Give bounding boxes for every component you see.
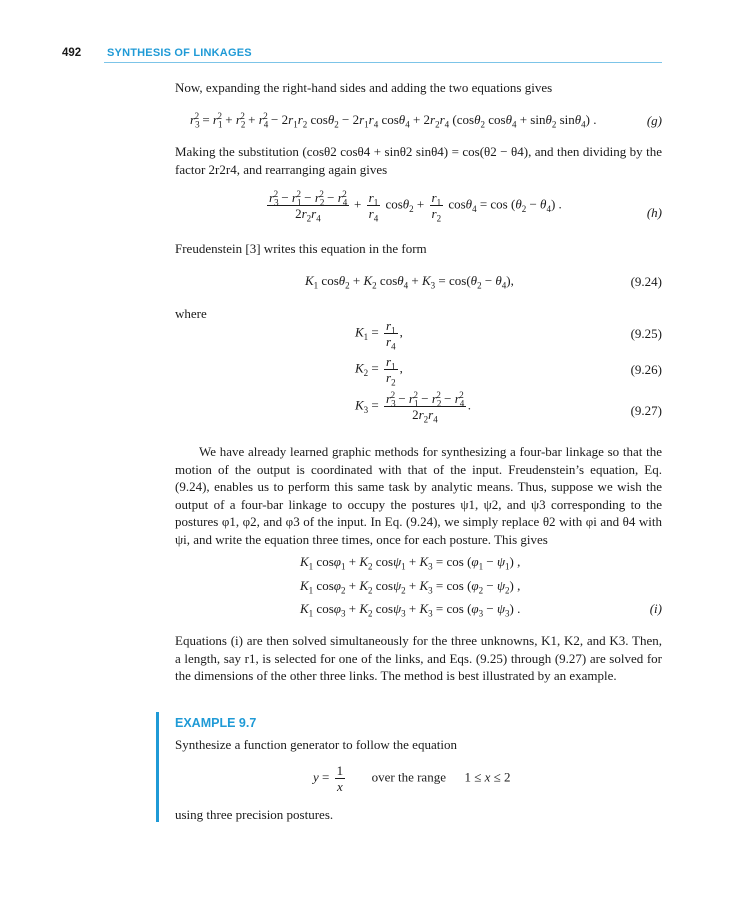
- paragraph-solution: Equations (i) are then solved simultaneously for the three unknowns, K1, K2, and K3. Then, a length, say r1, is selected for one of the links, and Eqs. (9.25) through (9.27) are solved for the dimensions of the other three links. The method is best illustrated by an example.: [175, 633, 662, 684]
- running-head: SYNTHESIS OF LINKAGES: [107, 47, 252, 59]
- page-header: [0, 44, 737, 66]
- paragraph-substitution: Making the substitution (cosθ2 cosθ4 + sinθ2 sinθ4) = cos(θ2 − θ4), and then dividing by the factor 2r2r4, and rearranging again gives: [175, 144, 662, 177]
- equation-9-27: $K_3$ = $\frac{r_3^2 - r_1^2 - r_2^2 - r_4^2}{2r_2r_4}$ .: [355, 389, 472, 425]
- page-number: 492: [62, 47, 82, 59]
- equation-h-label: (h): [646, 205, 662, 220]
- equation-i-1: $K_1$ $\cos\varphi_1 + K_2$ $\cos\psi_1 + K_3 = \cos (\varphi_1 - \psi_1)$ ,: [300, 554, 521, 572]
- example-equation: y = $\frac{1}{x}$ over the range 1 ≤ x ≤ 2: [313, 763, 511, 794]
- example-accent-bar: [156, 712, 159, 822]
- equation-i-3: $K_1$ $\cos\varphi_3 + K_2$ $\cos\psi_3 + K_3 = \cos (\varphi_3 - \psi_3)$ .: [300, 601, 521, 619]
- equation-9-26: $K_2$ = $\frac{r_1}{r_2}$ ,: [355, 354, 403, 388]
- equation-i-2: $K_1$ $\cos\varphi_2 + K_2$ $\cos\psi_2 + K_3 = \cos (\varphi_2 - \psi_2)$ ,: [300, 578, 521, 596]
- example-statement: Synthesize a function generator to follow the equation: [175, 737, 457, 752]
- example-title: EXAMPLE 9.7: [175, 716, 257, 730]
- equation-9-27-label: (9.27): [630, 403, 662, 418]
- paragraph-freudenstein: Freudenstein [3] writes this equation in the form: [175, 241, 427, 256]
- equation-g: $r_3^2 = r_1^2 + r_2^2 + r_4^2 - 2r_1r_2$ $\cos\theta_2 - 2r_1r_4$ $\cos\theta_4 + 2r_2r_4$ (cosθ$_2$ cosθ$_4$ + sinθ$_2$ sinθ$_4$) .: [190, 110, 597, 130]
- equation-h: $\frac{r_3^2 - r_1^2 - r_2^2 - r_4^2}{2r_2r_4}$ + $\frac{r_1}{r_4}$ cosθ$_2$ + $\frac{r_1}{r_2}$ $\cos\theta_4 = \cos (\theta_2 - \theta_4)$ .: [269, 188, 562, 224]
- range-text: over the range: [371, 769, 446, 785]
- equation-9-24: $K_1$ $\cos\theta_2 + K_2$ $\cos\theta_4 + K_3 = \cos(\theta_2 - \theta_4)$,: [305, 273, 514, 291]
- equation-i-label: (i): [649, 601, 662, 616]
- equation-9-25-label: (9.25): [630, 326, 662, 341]
- example-closing: using three precision postures.: [175, 807, 334, 822]
- header-rule: [104, 62, 662, 63]
- equation-9-24-label: (9.24): [630, 274, 662, 289]
- paragraph-intro: Now, expanding the right-hand sides and adding the two equations gives: [175, 80, 553, 95]
- equation-9-25: $K_1$ = $\frac{r_1}{r_4}$ ,: [355, 318, 403, 352]
- equation-9-26-label: (9.26): [630, 362, 662, 377]
- paragraph-where: where: [175, 306, 207, 321]
- equation-g-label: (g): [646, 113, 662, 128]
- paragraph-method: We have already learned graphic methods for synthesizing a four-bar linkage so that the motion of the output is coordinated with that of the input. Freudenstein’s equation, Eq. (9.24), enables us to perform this same task by analytic means. Thus, suppose we wish the output of a four-bar linkage to occupy the postures ψ1, ψ2, and ψ3 corresponding to the postures φ1, φ2, and φ3 of the input. In Eq. (9.24), we simply replace θ2 with φi and θ4 with ψi, and write the equation three times, once for each posture. This gives: [175, 444, 662, 547]
